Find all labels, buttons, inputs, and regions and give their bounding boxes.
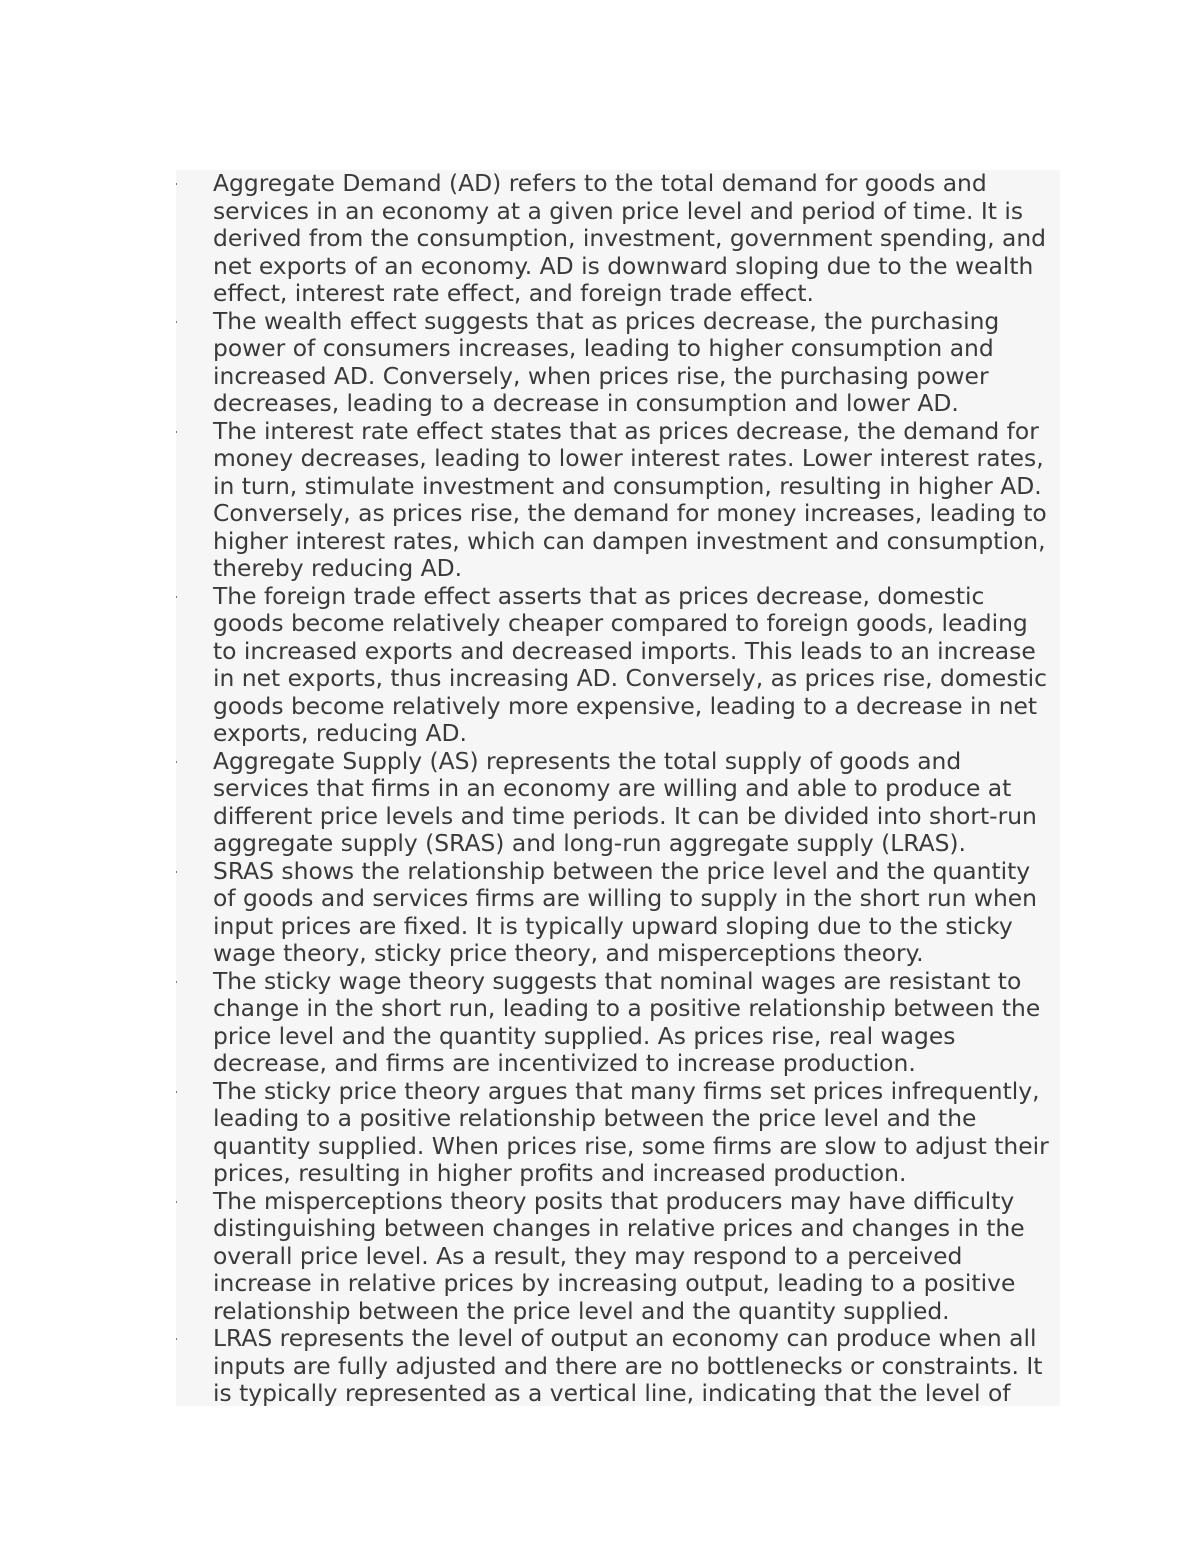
list-item: [213, 170, 1058, 308]
text-block: [176, 170, 1060, 1406]
list-item: [213, 1325, 1058, 1406]
list-item: [213, 583, 1058, 748]
paragraph-text: LRAS represents the level of output an economy can produce when all inputs are fully adjusted and there are no bottlenecks or constraints. It is typically represented as a vertical line, indicating that the level of: [213, 1324, 1043, 1406]
bullet-marker: [176, 981, 177, 983]
paragraph-text: SRAS shows the relationship between the price level and the quantity of goods and services firms are willing to supply in the short run when input prices are fixed. It is typically upward sloping due to the sticky wage theory, sticky price theory, and misperceptions theory.: [213, 856, 1038, 967]
paragraph-text: The foreign trade effect asserts that as prices decrease, domestic goods become relatively cheaper compared to foreign goods, leading to increased exports and decreased imports. This leads to an increase in net exports, thus increasing AD. Conversely, as prices rise, domestic goods become relatively more expensive, leading to a decrease in net exports, reducing AD.: [213, 581, 1048, 747]
paragraph-text: The wealth effect suggests that as prices decrease, the purchasing power of consumers increases, leading to higher consumption and increased AD. Conversely, when prices rise, the purchasing power decreases, leading to a decrease in consumption and lower AD.: [213, 306, 1000, 417]
list-item: [213, 968, 1058, 1078]
list-item: [213, 308, 1058, 418]
bullet-marker: [176, 431, 177, 433]
paragraph-text: The interest rate effect states that as prices decrease, the demand for money decreases, leading to lower interest rates. Lower interest rates, in turn, stimulate investment and consumption, resulting in higher AD. Conversely, as prices rise, the demand for money increases, leading to higher interest rates, which can dampen investment and consumption, thereby reducing AD.: [213, 416, 1047, 582]
bullet-marker: [176, 321, 177, 323]
bullet-marker: [176, 1091, 177, 1093]
paragraph-text: The sticky wage theory suggests that nominal wages are resistant to change in the short run, leading to a positive relationship between the price level and the quantity supplied. As prices rise, real wages decrease, and firms are incentivized to increase production.: [213, 966, 1041, 1077]
list-item: [213, 418, 1058, 583]
bullet-marker: [176, 1201, 177, 1203]
list-item: [213, 1078, 1058, 1188]
list-item: [213, 1188, 1058, 1326]
bullet-marker: [176, 761, 177, 763]
paragraph-text: Aggregate Demand (AD) refers to the total demand for goods and services in an economy at a given price level and period of time. It is derived from the consumption, investment, government spending, and net exports of an economy. AD is downward sloping due to the wealth effect, interest rate effect, and foreign trade effect.: [213, 170, 1047, 307]
bullet-marker: [176, 1338, 177, 1340]
bullet-marker: [176, 871, 177, 873]
list-item: [213, 858, 1058, 968]
paragraph-text: Aggregate Supply (AS) represents the total supply of goods and services that firms in an economy are willing and able to produce at different price levels and time periods. It can be divided into short-run aggregate supply (SRAS) and long-run aggregate supply (LRAS).: [213, 746, 1037, 857]
bullet-marker: [176, 596, 177, 598]
bullet-list: [213, 170, 1058, 1406]
bullet-marker: [176, 183, 177, 185]
list-item: [213, 748, 1058, 858]
paragraph-text: The sticky price theory argues that many firms set prices infrequently, leading to a positive relationship between the price level and the quantity supplied. When prices rise, some firms are slow to adjust their prices, resulting in higher profits and increased production.: [213, 1076, 1049, 1187]
paragraph-text: The misperceptions theory posits that producers may have difficulty distinguishing between changes in relative prices and changes in the overall price level. As a result, they may respond to a perceived increase in relative prices by increasing output, leading to a positive relationship between the price level and the quantity supplied.: [213, 1186, 1025, 1325]
